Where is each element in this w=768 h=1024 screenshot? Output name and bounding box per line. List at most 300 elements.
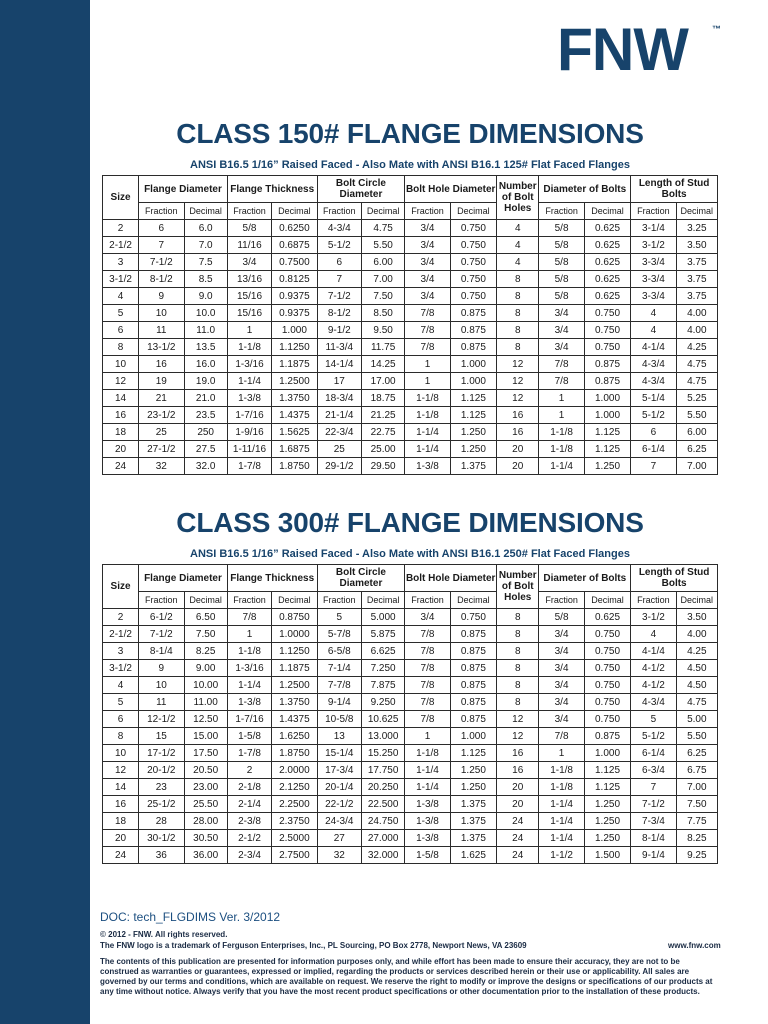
table-cell: 1-1/4 <box>227 677 271 694</box>
table-cell: 8.25 <box>676 830 717 847</box>
table-cell: 8 <box>497 339 539 356</box>
table-row <box>103 441 718 458</box>
table-cell: 32.000 <box>361 847 404 864</box>
table-cell: 0.625 <box>584 609 630 626</box>
table-cell: 7/8 <box>405 677 450 694</box>
col-length-of-stud-bolts: Length of Stud Bolts <box>631 565 718 592</box>
table-cell: 0.6875 <box>272 237 317 254</box>
subcol-decimal: Decimal <box>584 203 630 220</box>
table-cell: 6 <box>103 711 139 728</box>
table-cell: 1-1/8 <box>227 643 271 660</box>
table-cell: 30.50 <box>184 830 227 847</box>
table-row <box>103 254 718 271</box>
table-row <box>103 830 718 847</box>
subcol-decimal: Decimal <box>272 592 317 609</box>
table-cell: 20 <box>103 830 139 847</box>
table-cell: 1-1/8 <box>539 424 584 441</box>
table-cell: 1.375 <box>450 458 496 475</box>
table-cell: 0.875 <box>450 660 496 677</box>
table-cell: 1.250 <box>450 424 496 441</box>
table-cell: 7.75 <box>676 813 717 830</box>
disclaimer: The contents of this publication are presented for information purposes only, and while effort has been made to ensure their accuracy, they are not to be construed as warranties or guarantees, expressed or implied, regarding the products or services described herein or their use or applicability. All sales are governed by our terms and conditions, which are available on request. We reserve the right to modify or improve the designs or specifications of our products at any time without notice. Always verify that you have the most recent product specifications or other documentation prior to the installation of these products. <box>100 957 713 996</box>
table-cell: 8.50 <box>361 305 404 322</box>
table-cell: 1.125 <box>584 762 630 779</box>
table-cell: 5 <box>103 305 139 322</box>
table-cell: 0.8750 <box>272 609 317 626</box>
table-row <box>103 356 718 373</box>
table-cell: 3/4 <box>227 254 271 271</box>
table-cell: 2-1/2 <box>103 237 139 254</box>
table-cell: 3/4 <box>405 237 450 254</box>
table-cell: 3-1/4 <box>631 220 676 237</box>
table-cell: 1.250 <box>584 458 630 475</box>
table-cell: 1-11/16 <box>227 441 271 458</box>
table-cell: 0.875 <box>584 356 630 373</box>
copyright-notice: © 2012 - FNW. All rights reserved. <box>100 930 228 939</box>
table-cell: 4 <box>103 677 139 694</box>
table-cell: 12 <box>497 390 539 407</box>
table-cell: 3/4 <box>539 626 584 643</box>
table-cell: 23.5 <box>184 407 227 424</box>
table-cell: 15.00 <box>184 728 227 745</box>
table-cell: 10.625 <box>361 711 404 728</box>
table-cell: 6.50 <box>184 609 227 626</box>
table-cell: 7 <box>317 271 361 288</box>
table-cell: 24-3/4 <box>317 813 361 830</box>
table-cell: 1.000 <box>584 407 630 424</box>
table-cell: 7.250 <box>361 660 404 677</box>
table-cell: 12 <box>497 711 539 728</box>
table-cell: 1.1875 <box>272 660 317 677</box>
table-cell: 2-3/4 <box>227 847 271 864</box>
subcol-fraction: Fraction <box>405 592 450 609</box>
table-cell: 5.50 <box>676 407 717 424</box>
table-cell: 7/8 <box>405 660 450 677</box>
subcol-fraction: Fraction <box>227 592 271 609</box>
table-cell: 12 <box>103 762 139 779</box>
table-cell: 8 <box>497 305 539 322</box>
col-flange-thickness: Flange Thickness <box>227 176 317 203</box>
table-cell: 5.000 <box>361 609 404 626</box>
table-cell: 20 <box>497 458 539 475</box>
table-cell: 28 <box>139 813 184 830</box>
table-cell: 1 <box>227 322 271 339</box>
table-cell: 0.750 <box>450 609 496 626</box>
table-cell: 4-1/2 <box>631 660 676 677</box>
table-cell: 20-1/2 <box>139 762 184 779</box>
table-row <box>103 779 718 796</box>
table-cell: 6 <box>103 322 139 339</box>
trademark-notice: The FNW logo is a trademark of Ferguson Enterprises, Inc., PL Sourcing, PO Box 2778, Newport News, VA 23609 <box>100 941 527 950</box>
table-cell: 8 <box>497 694 539 711</box>
table-cell: 11 <box>139 322 184 339</box>
table-cell: 1-1/8 <box>539 441 584 458</box>
table-cell: 3.75 <box>676 254 717 271</box>
table-cell: 24 <box>103 847 139 864</box>
table-cell: 10.00 <box>184 677 227 694</box>
subcol-decimal: Decimal <box>184 203 227 220</box>
table-cell: 1.3750 <box>272 390 317 407</box>
table-cell: 1-3/16 <box>227 356 271 373</box>
subcol-decimal: Decimal <box>361 592 404 609</box>
table-cell: 4.50 <box>676 660 717 677</box>
table-cell: 7.875 <box>361 677 404 694</box>
table-cell: 3/4 <box>539 322 584 339</box>
table-cell: 2.3750 <box>272 813 317 830</box>
table-cell: 0.875 <box>450 305 496 322</box>
table-cell: 20.50 <box>184 762 227 779</box>
col-number-of-bolt-holes: Number of Bolt Holes <box>497 176 539 220</box>
table-cell: 4.75 <box>676 694 717 711</box>
table-cell: 3/4 <box>539 305 584 322</box>
table-cell: 20.250 <box>361 779 404 796</box>
subcol-fraction: Fraction <box>631 203 676 220</box>
table-cell: 3-1/2 <box>631 609 676 626</box>
table-cell: 3.50 <box>676 609 717 626</box>
table-cell: 1-3/16 <box>227 660 271 677</box>
table-cell: 0.750 <box>450 237 496 254</box>
table-cell: 1 <box>227 626 271 643</box>
subcol-fraction: Fraction <box>405 203 450 220</box>
table-cell: 24 <box>497 847 539 864</box>
table-cell: 13-1/2 <box>139 339 184 356</box>
table-cell: 1-1/2 <box>539 847 584 864</box>
table-cell: 20 <box>103 441 139 458</box>
table-cell: 7/8 <box>405 305 450 322</box>
table-cell: 3/4 <box>405 271 450 288</box>
table-cell: 10-5/8 <box>317 711 361 728</box>
table-cell: 11 <box>139 694 184 711</box>
table-cell: 24 <box>497 813 539 830</box>
table-cell: 8 <box>103 339 139 356</box>
table-cell: 4-1/2 <box>631 677 676 694</box>
table-cell: 1-1/4 <box>227 373 271 390</box>
table-cell: 5/8 <box>539 254 584 271</box>
table-cell: 7.0 <box>184 237 227 254</box>
table-cell: 3 <box>103 643 139 660</box>
table-cell: 6.25 <box>676 745 717 762</box>
table-cell: 6 <box>317 254 361 271</box>
table-cell: 1-3/8 <box>227 694 271 711</box>
table-cell: 21-1/4 <box>317 407 361 424</box>
table-cell: 1.125 <box>584 424 630 441</box>
table-cell: 0.625 <box>584 220 630 237</box>
class300-title: CLASS 300# FLANGE DIMENSIONS <box>176 507 644 538</box>
table-cell: 27-1/2 <box>139 441 184 458</box>
table-cell: 7.50 <box>361 288 404 305</box>
table-cell: 0.875 <box>584 373 630 390</box>
website-link[interactable]: www.fnw.com <box>668 941 721 950</box>
table-cell: 0.6250 <box>272 220 317 237</box>
table-cell: 1.000 <box>584 390 630 407</box>
table-cell: 9-1/4 <box>631 847 676 864</box>
table-cell: 15/16 <box>227 288 271 305</box>
table-cell: 1-5/8 <box>227 728 271 745</box>
table-cell: 4 <box>631 305 676 322</box>
table-cell: 1-1/4 <box>405 779 450 796</box>
table-cell: 9.0 <box>184 288 227 305</box>
subcol-decimal: Decimal <box>676 592 717 609</box>
table-cell: 14 <box>103 779 139 796</box>
class150-title: CLASS 150# FLANGE DIMENSIONS <box>176 118 644 149</box>
col-diameter-of-bolts: Diameter of Bolts <box>539 176 631 203</box>
table-cell: 0.750 <box>450 288 496 305</box>
table-cell: 1.375 <box>450 813 496 830</box>
table-cell: 4-3/4 <box>317 220 361 237</box>
table-row <box>103 728 718 745</box>
table-cell: 17.50 <box>184 745 227 762</box>
table-row <box>103 711 718 728</box>
table-cell: 18 <box>103 424 139 441</box>
table-cell: 1.1250 <box>272 339 317 356</box>
class150-table <box>102 175 718 475</box>
table-cell: 7.00 <box>361 271 404 288</box>
table-cell: 2.2500 <box>272 796 317 813</box>
table-cell: 0.625 <box>584 288 630 305</box>
table-cell: 8 <box>497 322 539 339</box>
table-cell: 1.8750 <box>272 458 317 475</box>
table-cell: 7/8 <box>405 339 450 356</box>
table-cell: 4-3/4 <box>631 356 676 373</box>
table-cell: 10 <box>139 305 184 322</box>
table-cell: 1-1/4 <box>539 796 584 813</box>
table-cell: 1.250 <box>450 441 496 458</box>
table-cell: 0.9375 <box>272 305 317 322</box>
table-cell: 2.1250 <box>272 779 317 796</box>
table-cell: 12-1/2 <box>139 711 184 728</box>
table-cell: 1-1/4 <box>405 762 450 779</box>
table-cell: 16 <box>497 762 539 779</box>
table-cell: 16 <box>139 356 184 373</box>
table-cell: 6-1/2 <box>139 609 184 626</box>
table-cell: 0.750 <box>584 322 630 339</box>
table-cell: 8 <box>497 288 539 305</box>
table-row <box>103 847 718 864</box>
table-cell: 21.0 <box>184 390 227 407</box>
table-cell: 9.50 <box>361 322 404 339</box>
table-cell: 4.00 <box>676 322 717 339</box>
table-cell: 1.250 <box>450 779 496 796</box>
table-cell: 1.125 <box>450 390 496 407</box>
table-cell: 6 <box>631 424 676 441</box>
left-sidebar-band <box>0 0 90 1024</box>
table-cell: 1-7/8 <box>227 458 271 475</box>
table-cell: 17-1/2 <box>139 745 184 762</box>
table-cell: 8 <box>497 660 539 677</box>
table-cell: 5.00 <box>676 711 717 728</box>
table-cell: 1.375 <box>450 830 496 847</box>
subcol-decimal: Decimal <box>584 592 630 609</box>
table-cell: 1.125 <box>584 779 630 796</box>
table-cell: 7/8 <box>405 694 450 711</box>
table-cell: 1.125 <box>450 745 496 762</box>
table-cell: 0.750 <box>584 305 630 322</box>
table-cell: 11.00 <box>184 694 227 711</box>
table-cell: 2-3/8 <box>227 813 271 830</box>
col-size: Size <box>103 176 139 220</box>
table-cell: 1.8750 <box>272 745 317 762</box>
table-cell: 2-1/4 <box>227 796 271 813</box>
table-cell: 3/4 <box>539 660 584 677</box>
table-cell: 6-5/8 <box>317 643 361 660</box>
table-cell: 7-7/8 <box>317 677 361 694</box>
table-cell: 1.3750 <box>272 694 317 711</box>
table-row <box>103 339 718 356</box>
table-cell: 22.75 <box>361 424 404 441</box>
table-cell: 1.625 <box>450 847 496 864</box>
table-cell: 4.75 <box>361 220 404 237</box>
table-cell: 2 <box>103 609 139 626</box>
table-cell: 17-3/4 <box>317 762 361 779</box>
col-diameter-of-bolts: Diameter of Bolts <box>539 565 631 592</box>
table-cell: 1.000 <box>272 322 317 339</box>
table-cell: 27 <box>317 830 361 847</box>
table-cell: 1.500 <box>584 847 630 864</box>
subcol-decimal: Decimal <box>272 203 317 220</box>
table-cell: 1-3/8 <box>405 796 450 813</box>
table-row <box>103 237 718 254</box>
table-cell: 6-1/4 <box>631 745 676 762</box>
table-row <box>103 643 718 660</box>
table-cell: 3.25 <box>676 220 717 237</box>
table-cell: 1-7/8 <box>227 745 271 762</box>
table-cell: 16 <box>497 424 539 441</box>
table-cell: 7-3/4 <box>631 813 676 830</box>
table-cell: 10 <box>103 356 139 373</box>
table-cell: 11.75 <box>361 339 404 356</box>
col-bolt-circle-diameter: Bolt Circle Diameter <box>317 565 405 592</box>
table-cell: 17.00 <box>361 373 404 390</box>
table-cell: 11.0 <box>184 322 227 339</box>
table-cell: 1-7/16 <box>227 711 271 728</box>
table-cell: 12 <box>103 373 139 390</box>
table-cell: 5-7/8 <box>317 626 361 643</box>
table-row <box>103 694 718 711</box>
table-cell: 25 <box>139 424 184 441</box>
table-cell: 1 <box>539 407 584 424</box>
table-cell: 6.75 <box>676 762 717 779</box>
table-cell: 11-3/4 <box>317 339 361 356</box>
table-cell: 1.000 <box>584 745 630 762</box>
table-cell: 9.25 <box>676 847 717 864</box>
table-cell: 1.000 <box>450 373 496 390</box>
table-cell: 25.50 <box>184 796 227 813</box>
table-cell: 7/8 <box>405 711 450 728</box>
table-cell: 24 <box>497 830 539 847</box>
table-cell: 4.75 <box>676 373 717 390</box>
table-cell: 1 <box>539 745 584 762</box>
table-cell: 0.625 <box>584 254 630 271</box>
subcol-fraction: Fraction <box>631 592 676 609</box>
table-cell: 3/4 <box>539 339 584 356</box>
table-cell: 6 <box>139 220 184 237</box>
table-cell: 0.875 <box>450 626 496 643</box>
table-cell: 10.0 <box>184 305 227 322</box>
table-cell: 1.5625 <box>272 424 317 441</box>
table-cell: 4-1/4 <box>631 339 676 356</box>
table-cell: 1 <box>539 390 584 407</box>
subcol-fraction: Fraction <box>317 592 361 609</box>
table-cell: 5-1/2 <box>317 237 361 254</box>
table-cell: 12 <box>497 728 539 745</box>
table-cell: 4 <box>497 254 539 271</box>
table-cell: 7/8 <box>405 322 450 339</box>
table-cell: 13.5 <box>184 339 227 356</box>
table-cell: 1-1/8 <box>227 339 271 356</box>
table-cell: 1.250 <box>584 830 630 847</box>
table-cell: 29-1/2 <box>317 458 361 475</box>
table-cell: 8 <box>497 643 539 660</box>
table-cell: 4.00 <box>676 626 717 643</box>
table-cell: 0.750 <box>584 660 630 677</box>
table-cell: 5.50 <box>676 728 717 745</box>
table-cell: 0.9375 <box>272 288 317 305</box>
table-cell: 1-1/4 <box>539 830 584 847</box>
table-cell: 20 <box>497 796 539 813</box>
table-cell: 13.000 <box>361 728 404 745</box>
table-cell: 1-3/8 <box>405 813 450 830</box>
table-row <box>103 220 718 237</box>
table-cell: 3.75 <box>676 271 717 288</box>
table-row <box>103 288 718 305</box>
subcol-fraction: Fraction <box>539 592 584 609</box>
col-bolt-circle-diameter: Bolt Circle Diameter <box>317 176 405 203</box>
table-cell: 5/8 <box>539 237 584 254</box>
table-cell: 0.750 <box>584 643 630 660</box>
table-cell: 5.875 <box>361 626 404 643</box>
table-cell: 4-3/4 <box>631 694 676 711</box>
table-cell: 2-1/8 <box>227 779 271 796</box>
table-cell: 0.875 <box>450 677 496 694</box>
table-cell: 1-7/16 <box>227 407 271 424</box>
table-cell: 25 <box>317 441 361 458</box>
table-cell: 3/4 <box>539 677 584 694</box>
table-cell: 17.750 <box>361 762 404 779</box>
table-cell: 32 <box>317 847 361 864</box>
table-cell: 7-1/2 <box>317 288 361 305</box>
table-cell: 7.50 <box>676 796 717 813</box>
table-cell: 1.2500 <box>272 373 317 390</box>
subcol-decimal: Decimal <box>361 203 404 220</box>
subcol-fraction: Fraction <box>139 592 184 609</box>
table-cell: 5.50 <box>361 237 404 254</box>
table-cell: 9-1/4 <box>317 694 361 711</box>
table-row <box>103 424 718 441</box>
table-cell: 8 <box>497 609 539 626</box>
table-cell: 7.00 <box>676 458 717 475</box>
table-cell: 1.000 <box>450 728 496 745</box>
table-cell: 36.00 <box>184 847 227 864</box>
table-cell: 5 <box>317 609 361 626</box>
logo-trademark: ™ <box>712 24 721 34</box>
table-cell: 12 <box>497 356 539 373</box>
table-cell: 23.00 <box>184 779 227 796</box>
table-cell: 24 <box>103 458 139 475</box>
table-cell: 1-3/8 <box>405 458 450 475</box>
table-row <box>103 626 718 643</box>
table-cell: 1-1/4 <box>539 458 584 475</box>
table-cell: 0.750 <box>450 254 496 271</box>
table-cell: 8.25 <box>184 643 227 660</box>
table-cell: 1.1875 <box>272 356 317 373</box>
col-bolt-hole-diameter: Bolt Hole Diameter <box>405 176 497 203</box>
subcol-decimal: Decimal <box>184 592 227 609</box>
table-cell: 9.00 <box>184 660 227 677</box>
table-cell: 15 <box>139 728 184 745</box>
table-row <box>103 762 718 779</box>
table-cell: 1.2500 <box>272 677 317 694</box>
table-cell: 5.25 <box>676 390 717 407</box>
